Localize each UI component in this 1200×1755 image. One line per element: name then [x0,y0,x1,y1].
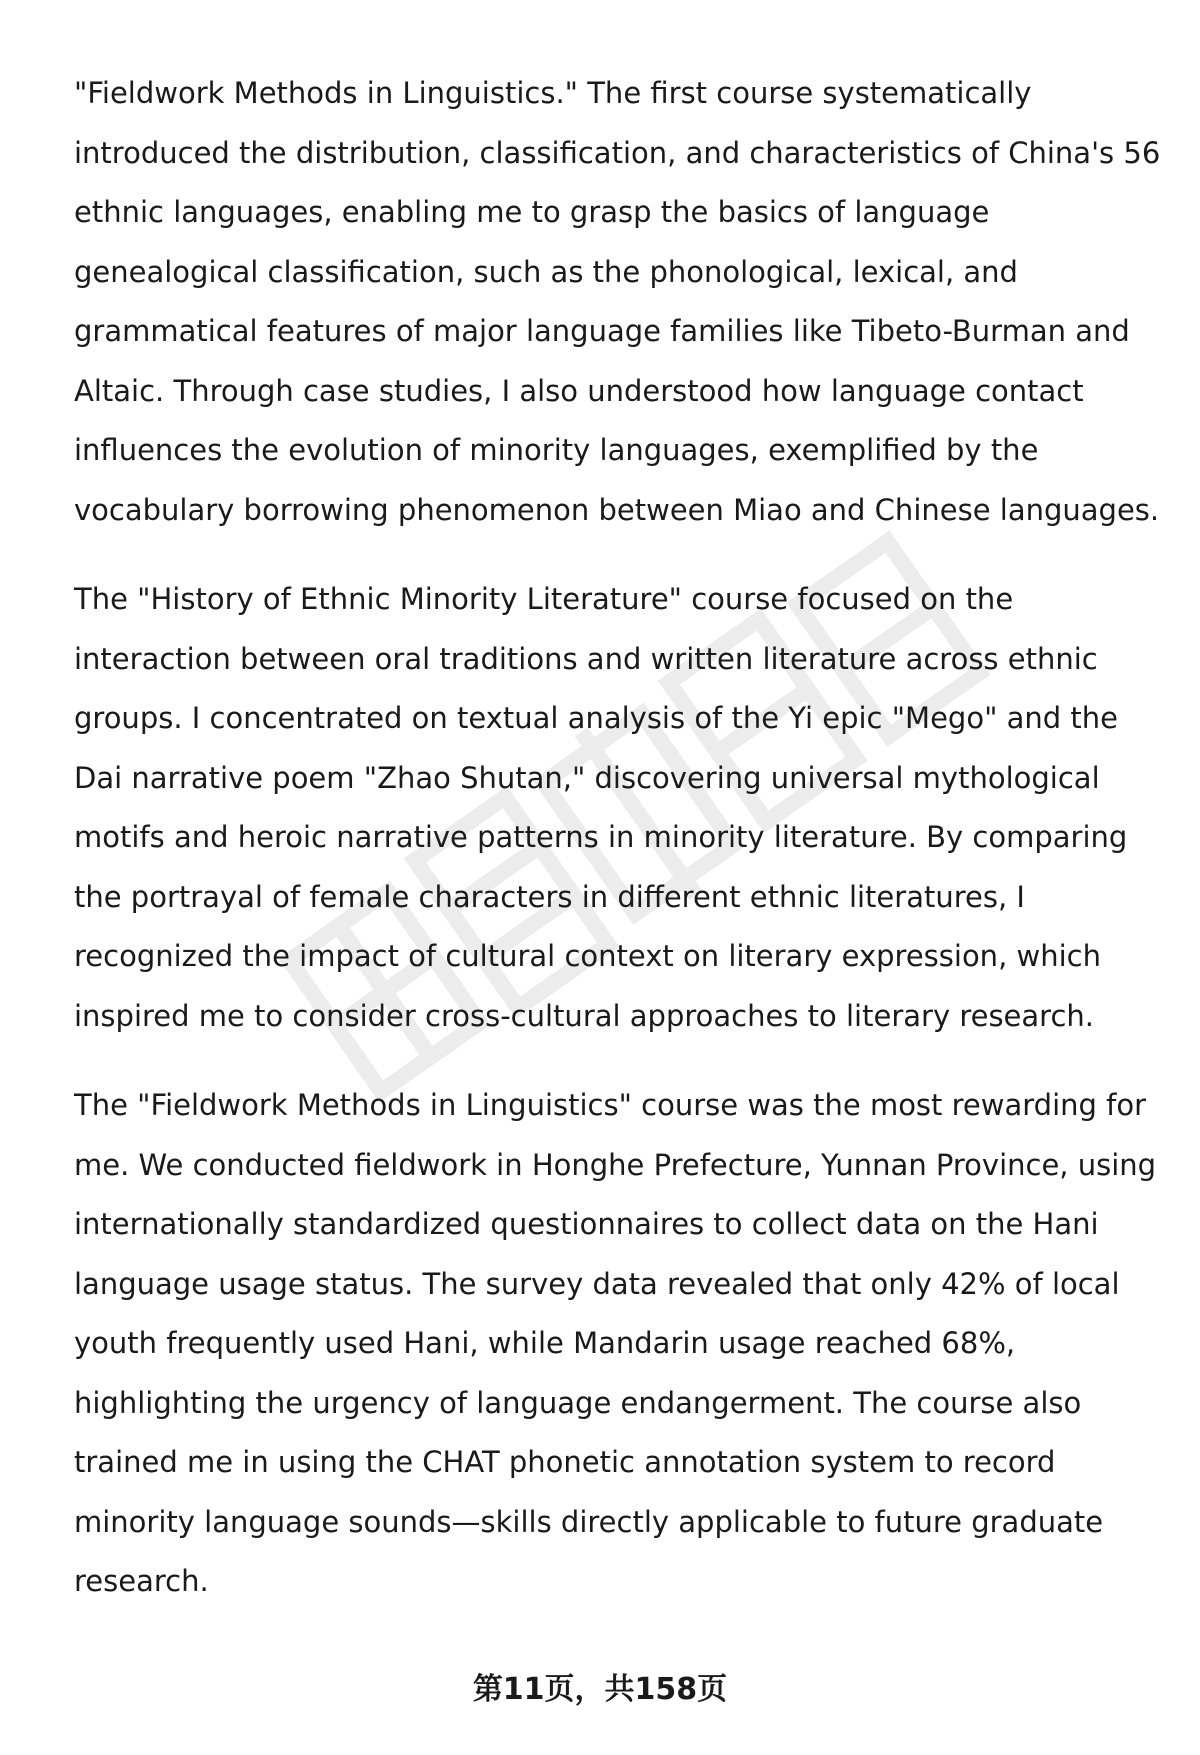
paragraph-1: "Fieldwork Methods in Linguistics." The first course systematically introduced the distribution, classification, and characteristics of China's 56 ethnic languages, enabling me to grasp the basics of language genealogical classification, such as the phonological, lexical, and grammatical features of major language families like Tibeto-Burman and Altaic. Through case studies, I also understood how language contact influences the evolution of minority languages, exemplified by the vocabulary borrowing phenomenon between Miao and Chinese languages. [74,76,1161,527]
paragraph-3: The "Fieldwork Methods in Linguistics" course was the most rewarding for me. We conducted fieldwork in Honghe Prefecture, Yunnan Province, using internationally standardized questionnaires to collect data on the Hani language usage status. The survey data revealed that only 42% of local youth frequently used Hani, while Mandarin usage reached 68%, highlighting the urgency of language endangerment. The course also trained me in using the CHAT phonetic annotation system to record minority language sounds—skills directly applicable to future graduate research. [74,1088,1157,1598]
page-number-footer: 第11页，共158页 [472,1672,728,1707]
document-body [74,64,1164,1642]
paragraph-2: The "History of Ethnic Minority Literature" course focused on the interaction between oral traditions and written literature across ethnic groups. I concentrated on textual analysis of the Yi epic "Mego" and the Dai narrative poem "Zhao Shutan," discovering universal mythological motifs and heroic narrative patterns in minority literature. By comparing the portrayal of female characters in different ethnic literatures, I recognized the impact of cultural context on literary expression, which inspired me to consider cross-cultural approaches to literary research. [74,582,1128,1033]
